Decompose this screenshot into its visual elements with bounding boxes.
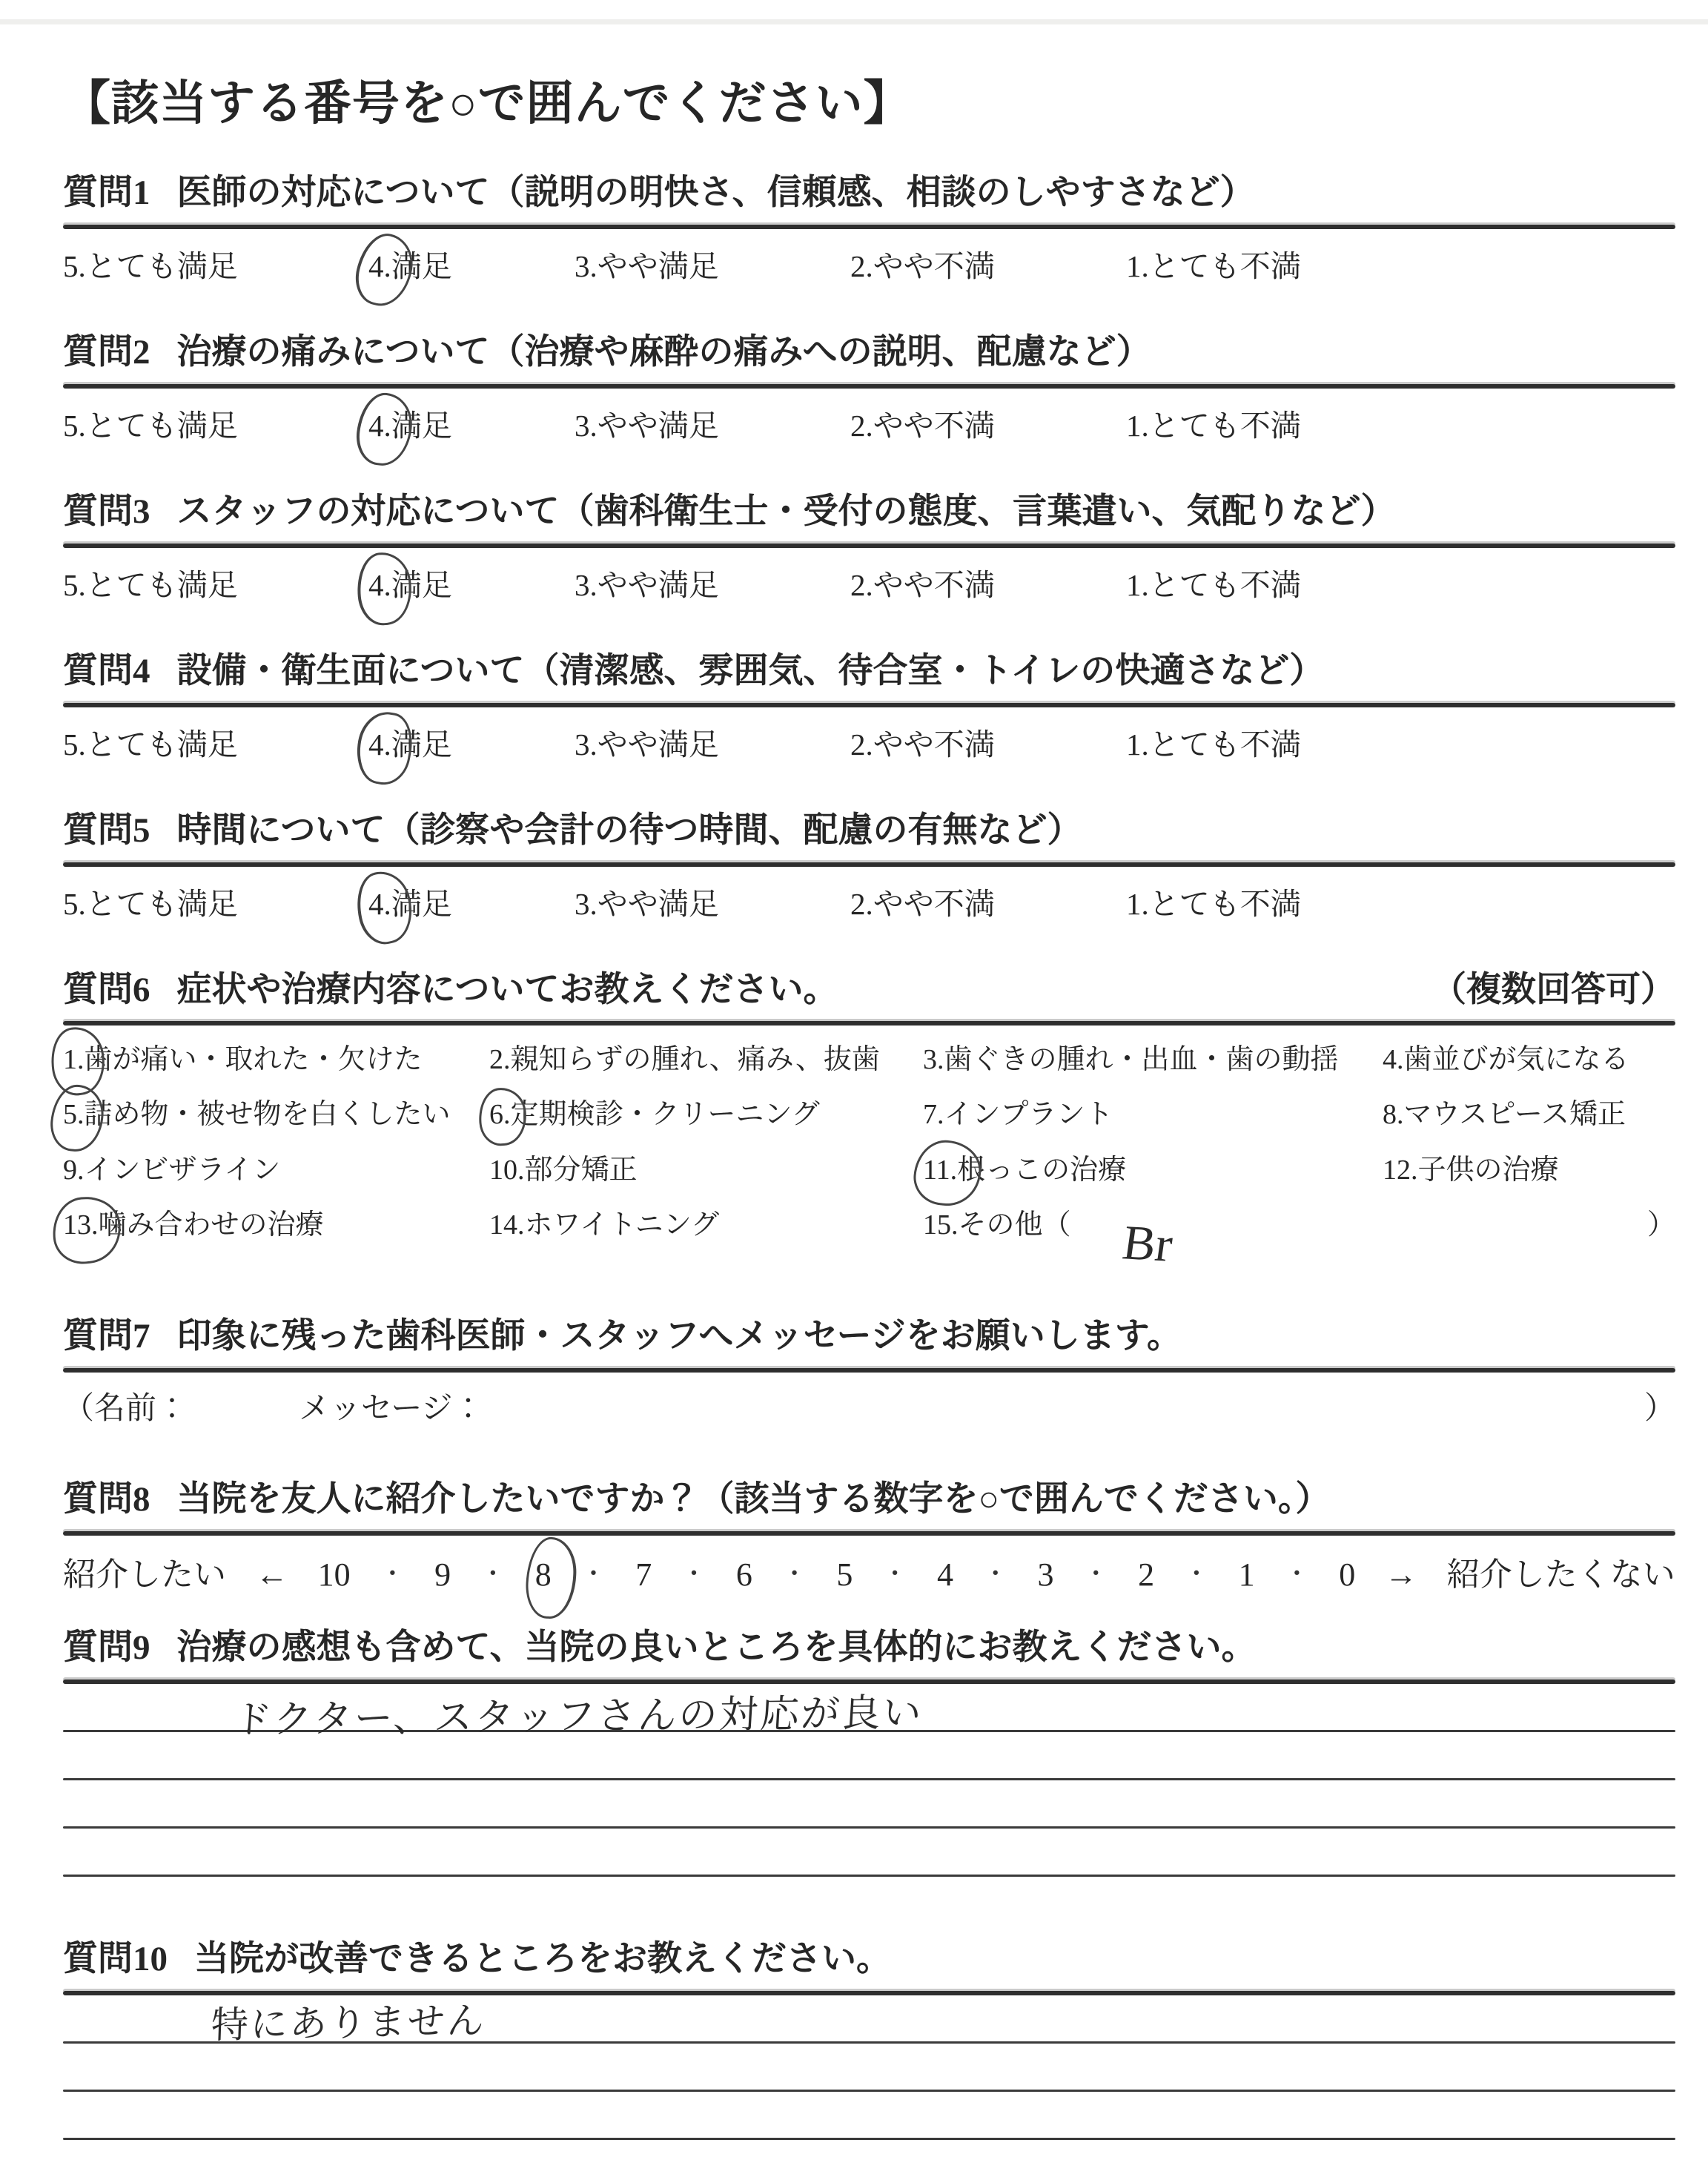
question-5-label: 質問5 <box>63 811 150 851</box>
rating-option-3: 3. やや満足 <box>575 568 719 603</box>
question-1 <box>63 171 1675 287</box>
question-4-options <box>63 725 1675 765</box>
question-7-label: 質問7 <box>63 1316 150 1355</box>
question-10-heading <box>63 1937 1675 1982</box>
question-8-label: 質問8 <box>63 1480 150 1519</box>
symptom-option-8: 8.マウスピース矯正 <box>1383 1099 1626 1131</box>
dot-separator: ・ <box>1083 1560 1109 1588</box>
question-6-label: 質問6 <box>63 971 150 1010</box>
answer-line <box>63 1826 1675 1829</box>
symptom-option-13: 13.噛み合わせの治療 <box>63 1207 489 1269</box>
rating-option-4-selected: 4. 満足 <box>368 566 575 606</box>
symptom-option-14: 14.ホワイトニング <box>489 1209 720 1241</box>
question-3-label: 質問3 <box>63 492 150 532</box>
question-2-options <box>63 406 1675 446</box>
dot-separator: ・ <box>380 1560 406 1588</box>
question-4-label: 質問4 <box>63 652 150 691</box>
dot-separator: ・ <box>580 1560 606 1588</box>
question-8 <box>63 1477 1675 1596</box>
question-5-heading <box>63 808 1675 853</box>
left-arrow-icon: ← <box>255 1556 288 1593</box>
symptom-options-grid <box>63 1042 1675 1270</box>
dot-separator: ・ <box>982 1560 1008 1588</box>
question-6 <box>63 968 1675 1272</box>
other-paren-close: ） <box>1646 1209 1675 1241</box>
section-rule <box>63 1531 1675 1536</box>
rating-option-5: 5. とても満足 <box>63 887 238 922</box>
symptom-option-12: 12.子供の治療 <box>1383 1154 1559 1186</box>
nps-number-0: 0 <box>1339 1556 1356 1593</box>
rating-option-5: 5. とても満足 <box>63 727 238 762</box>
question-2-title: 治療の痛みについて（治療や麻酔の痛みへの説明、配慮など） <box>176 333 1151 372</box>
rating-option-3: 3. やや満足 <box>575 727 719 762</box>
rating-option-4-selected: 4. 満足 <box>368 725 575 765</box>
rating-option-5: 5. とても満足 <box>63 409 238 443</box>
dot-separator: ・ <box>882 1560 908 1588</box>
question-4-title: 設備・衛生面について（清潔感、雰囲気、待合室・トイレの快適さなど） <box>176 652 1325 691</box>
rating-option-1: 1. とても不満 <box>1126 249 1301 284</box>
symptom-option-11: 11.根っこの治療 <box>923 1152 1383 1189</box>
question-7-title: 印象に残った歯科医師・スタッフへメッセージをお願いします。 <box>176 1316 1182 1355</box>
rating-option-2: 2. やや不満 <box>850 887 995 922</box>
other-handwritten-answer: Br <box>1119 1215 1176 1272</box>
symptom-option-3: 3.歯ぐきの腫れ・出血・歯の動揺 <box>923 1043 1339 1075</box>
nps-right-label: 紹介したくない <box>1446 1556 1675 1593</box>
rating-option-1: 1. とても不満 <box>1126 887 1301 922</box>
question-1-heading <box>63 171 1675 216</box>
question-7 <box>63 1314 1675 1430</box>
message-paren-close: ） <box>1644 1392 1675 1426</box>
nps-number-3: 3 <box>1037 1556 1054 1593</box>
dot-separator: ・ <box>1284 1560 1310 1588</box>
nps-scale <box>63 1553 1675 1596</box>
question-6-note: （複数回答可） <box>1431 971 1675 1010</box>
question-5-title: 時間について（診察や会計の待つ時間、配慮の有無など） <box>176 811 1082 851</box>
question-3-heading <box>63 489 1675 535</box>
nps-left-label: 紹介したい <box>63 1556 226 1593</box>
symptom-option-2: 2.親知らずの腫れ、痛み、抜歯 <box>489 1043 881 1075</box>
question-1-title: 医師の対応について（説明の明快さ、信頼感、相談のしやすさなど） <box>176 174 1255 212</box>
question-3-title: スタッフの対応について（歯科衛生士・受付の態度、言葉遣い、気配りなど） <box>176 492 1396 532</box>
nps-number-9: 9 <box>434 1556 451 1593</box>
question-9-heading <box>63 1625 1675 1671</box>
symptom-option-6: 6.定期検診・クリーニング <box>489 1097 923 1133</box>
rating-option-2: 2. やや不満 <box>850 568 995 603</box>
q10-handwritten-answer: 特にありません <box>210 1999 487 2047</box>
question-9 <box>63 1625 1675 1877</box>
question-3-options <box>63 566 1675 606</box>
question-10 <box>63 1937 1675 2160</box>
question-9-title: 治療の感想も含めて、当院の良いところを具体的にお教えください。 <box>176 1628 1257 1668</box>
answer-line <box>63 2090 1675 2092</box>
question-4-heading <box>63 649 1675 694</box>
section-rule <box>63 1368 1675 1373</box>
message-label: メッセージ： <box>299 1392 484 1426</box>
symptom-option-1: 1.歯が痛い・取れた・欠けた <box>63 1042 489 1078</box>
symptom-option-5: 5.詰め物・被せ物を白くしたい <box>63 1097 489 1133</box>
rating-option-2: 2. やや不満 <box>850 727 995 762</box>
section-rule <box>63 862 1675 867</box>
dot-separator: ・ <box>1183 1560 1209 1588</box>
dot-separator: ・ <box>480 1560 506 1588</box>
question-10-title: 当院が改善できるところをお教えください。 <box>194 1940 891 1979</box>
symptom-option-4: 4.歯並びが気になる <box>1383 1043 1629 1075</box>
nps-number-7: 7 <box>635 1556 652 1593</box>
page-title: 【該当する番号を○で囲んでください】 <box>63 77 912 130</box>
dot-separator: ・ <box>681 1560 707 1588</box>
nps-number-2: 2 <box>1138 1556 1155 1593</box>
symptom-option-9: 9.インビザライン <box>63 1154 281 1186</box>
rating-option-3: 3. やや満足 <box>575 249 719 284</box>
question-2-heading <box>63 330 1675 375</box>
question-1-label: 質問1 <box>63 174 150 212</box>
question-5 <box>63 808 1675 925</box>
section-rule <box>63 384 1675 389</box>
section-rule <box>63 544 1675 548</box>
rating-option-4-selected: 4. 満足 <box>368 247 575 287</box>
scan-edge-artifact <box>0 19 1708 24</box>
section-rule <box>63 703 1675 707</box>
dot-separator: ・ <box>781 1560 807 1588</box>
answer-line <box>63 2138 1675 2140</box>
question-6-heading <box>63 968 1675 1013</box>
answer-line <box>63 1875 1675 1877</box>
nps-number-10: 10 <box>317 1556 351 1593</box>
question-8-title: 当院を友人に紹介したいですか？（該当する数字を○で囲んでください。） <box>176 1480 1331 1519</box>
rating-option-4-selected: 4. 満足 <box>368 406 575 446</box>
question-2-label: 質問2 <box>63 333 150 372</box>
rating-option-1: 1. とても不満 <box>1126 409 1301 443</box>
nps-number-5: 5 <box>836 1556 853 1593</box>
symptom-option-10: 10.部分矯正 <box>489 1154 638 1186</box>
question-2 <box>63 330 1675 446</box>
question-10-label: 質問10 <box>63 1940 168 1979</box>
nps-number-4: 4 <box>936 1556 953 1593</box>
section-rule <box>63 225 1675 229</box>
question-3 <box>63 489 1675 606</box>
rating-option-1: 1. とても不満 <box>1126 727 1301 762</box>
question-4 <box>63 649 1675 765</box>
rating-option-5: 5. とても満足 <box>63 568 238 603</box>
nps-number-6: 6 <box>735 1556 752 1593</box>
question-9-label: 質問9 <box>63 1628 150 1668</box>
nps-number-1: 1 <box>1238 1556 1255 1593</box>
message-entry-row <box>63 1389 1675 1430</box>
symptom-option-15-other: 15.その他（ Br ） <box>923 1207 1675 1269</box>
rating-option-1: 1. とても不満 <box>1126 568 1301 603</box>
rating-option-3: 3. やや満足 <box>575 409 719 443</box>
question-7-heading <box>63 1314 1675 1359</box>
question-1-options <box>63 247 1675 287</box>
rating-option-3: 3. やや満足 <box>575 887 719 922</box>
nps-number-8-selected: 8 <box>535 1553 552 1596</box>
right-arrow-icon: → <box>1384 1556 1417 1593</box>
name-label: （名前： <box>63 1392 188 1426</box>
section-rule <box>63 1021 1675 1025</box>
rating-option-2: 2. やや不満 <box>850 249 995 284</box>
question-6-title: 症状や治療内容についてお教えください。 <box>176 971 838 1010</box>
rating-option-5: 5. とても満足 <box>63 249 238 284</box>
q9-handwritten-answer: ドクター、スタッフさんの対応が良い <box>231 1692 925 1742</box>
question-5-options <box>63 885 1675 925</box>
symptom-option-7: 7.インプラント <box>923 1099 1113 1131</box>
rating-option-4-selected: 4. 満足 <box>368 885 575 925</box>
answer-line <box>63 1778 1675 1780</box>
rating-option-2: 2. やや不満 <box>850 409 995 443</box>
question-8-heading <box>63 1477 1675 1522</box>
